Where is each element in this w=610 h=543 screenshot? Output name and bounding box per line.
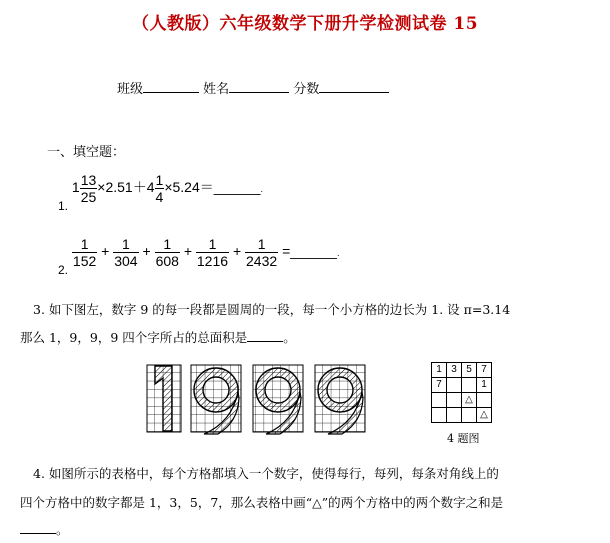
digit-1-grid — [147, 365, 181, 432]
end-mark: . — [336, 248, 340, 259]
operator-text-2: ×5.24＝ — [164, 179, 214, 196]
plus-sign: + — [101, 243, 110, 260]
plus-sign: + — [142, 243, 151, 260]
grid-row — [432, 378, 492, 393]
numerator: 13 — [80, 172, 97, 188]
mixed-whole-1: 1 — [71, 179, 80, 196]
fraction-2 — [113, 236, 138, 269]
grid-row — [432, 393, 492, 408]
grid-cell — [447, 408, 462, 423]
answer-blank-2[interactable]: ______ — [290, 243, 337, 260]
equals-sign: = — [282, 243, 291, 260]
class-blank[interactable] — [143, 80, 199, 93]
name-blank[interactable] — [229, 80, 289, 93]
operator-text-1: ×2.51＋ — [97, 179, 147, 196]
grid-cell — [432, 408, 447, 423]
question-1-number: 1. — [58, 199, 69, 214]
answer-blank-1[interactable]: ______ — [213, 179, 261, 196]
fraction-1 — [72, 236, 97, 269]
answer-blank-4[interactable] — [20, 523, 56, 534]
denominator: 2432 — [246, 253, 278, 269]
end-mark: . — [260, 184, 263, 195]
end-mark: 。 — [283, 330, 296, 345]
numerator: 1 — [122, 236, 130, 252]
name-label: 姓名 — [203, 82, 230, 97]
denominator: 304 — [114, 253, 138, 269]
grid-cell: 5 — [462, 363, 477, 378]
grid-cell — [447, 378, 462, 393]
score-label: 分数 — [293, 82, 320, 97]
answer-blank-3[interactable] — [247, 331, 283, 342]
plus-sign: + — [183, 243, 192, 260]
grid-cell: 1 — [477, 378, 492, 393]
grid-cell — [462, 408, 477, 423]
digit-9-grid-2 — [253, 365, 303, 434]
grid-cell: 7 — [477, 363, 492, 378]
fraction-5 — [245, 236, 278, 269]
question-4-line-1: 4. 如图所示的表格中，每个方格都填入一个数字，使得每行，每列，每条对角线上的 — [33, 466, 499, 481]
class-label: 班级 — [117, 82, 144, 97]
grid-cell: △ — [477, 408, 492, 423]
section-heading: 一、填空题： — [47, 145, 126, 160]
denominator: 4 — [155, 189, 164, 205]
digit-9-grid-1 — [191, 365, 241, 434]
plus-sign: + — [232, 243, 242, 260]
score-blank[interactable] — [319, 80, 389, 93]
fraction-13-25 — [80, 172, 98, 205]
denominator: 25 — [80, 189, 97, 205]
question-4-line-3 — [20, 520, 69, 538]
numerator: 1 — [208, 236, 217, 252]
grid-cell: △ — [462, 393, 477, 408]
question-4-grid — [431, 362, 492, 423]
question-1 — [58, 172, 263, 213]
numerator: 1 — [163, 236, 172, 252]
fraction-3 — [155, 236, 180, 269]
mixed-whole-2: 4 — [146, 179, 155, 196]
digit-9-grid-3 — [315, 365, 365, 434]
digits-1999-figure — [146, 364, 406, 440]
end-mark: 。 — [56, 522, 69, 537]
fraction-4 — [196, 236, 229, 269]
question-2-number: 2. — [58, 263, 69, 278]
page-title: （人教版）六年级数学下册升学检测试卷 15 — [131, 14, 479, 34]
grid-caption: 4 题图 — [447, 432, 480, 445]
grid-cell: 3 — [447, 363, 462, 378]
grid-cell — [462, 378, 477, 393]
denominator: 1216 — [196, 253, 229, 269]
grid-cell: 7 — [432, 378, 447, 393]
question-3-line-1: 3. 如下图左，数字 9 的每一段都是圆周的一段，每一个小方格的边长为 1. 设 π=3.14 — [33, 302, 511, 317]
numerator: 1 — [257, 236, 266, 252]
grid-row — [432, 363, 492, 378]
denominator: 608 — [155, 253, 179, 269]
fraction-1-4 — [155, 172, 165, 205]
grid-cell — [477, 393, 492, 408]
grid-cell: 1 — [432, 363, 447, 378]
numerator: 1 — [155, 172, 164, 188]
student-info-line — [117, 78, 389, 97]
denominator: 152 — [72, 253, 97, 269]
grid-row — [432, 408, 492, 423]
question-2 — [58, 236, 339, 277]
question-4-line-2: 四个方格中的数字都是 1，3，5，7，那么表格中画“△”的两个方格中的两个数字之和是 — [20, 495, 504, 510]
grid-cell — [432, 393, 447, 408]
numerator: 1 — [80, 236, 89, 252]
question-3-text: 那么 1，9，9，9 四个字所占的总面积是 — [20, 330, 248, 345]
question-3-line-2 — [20, 328, 296, 346]
grid-cell — [447, 393, 462, 408]
